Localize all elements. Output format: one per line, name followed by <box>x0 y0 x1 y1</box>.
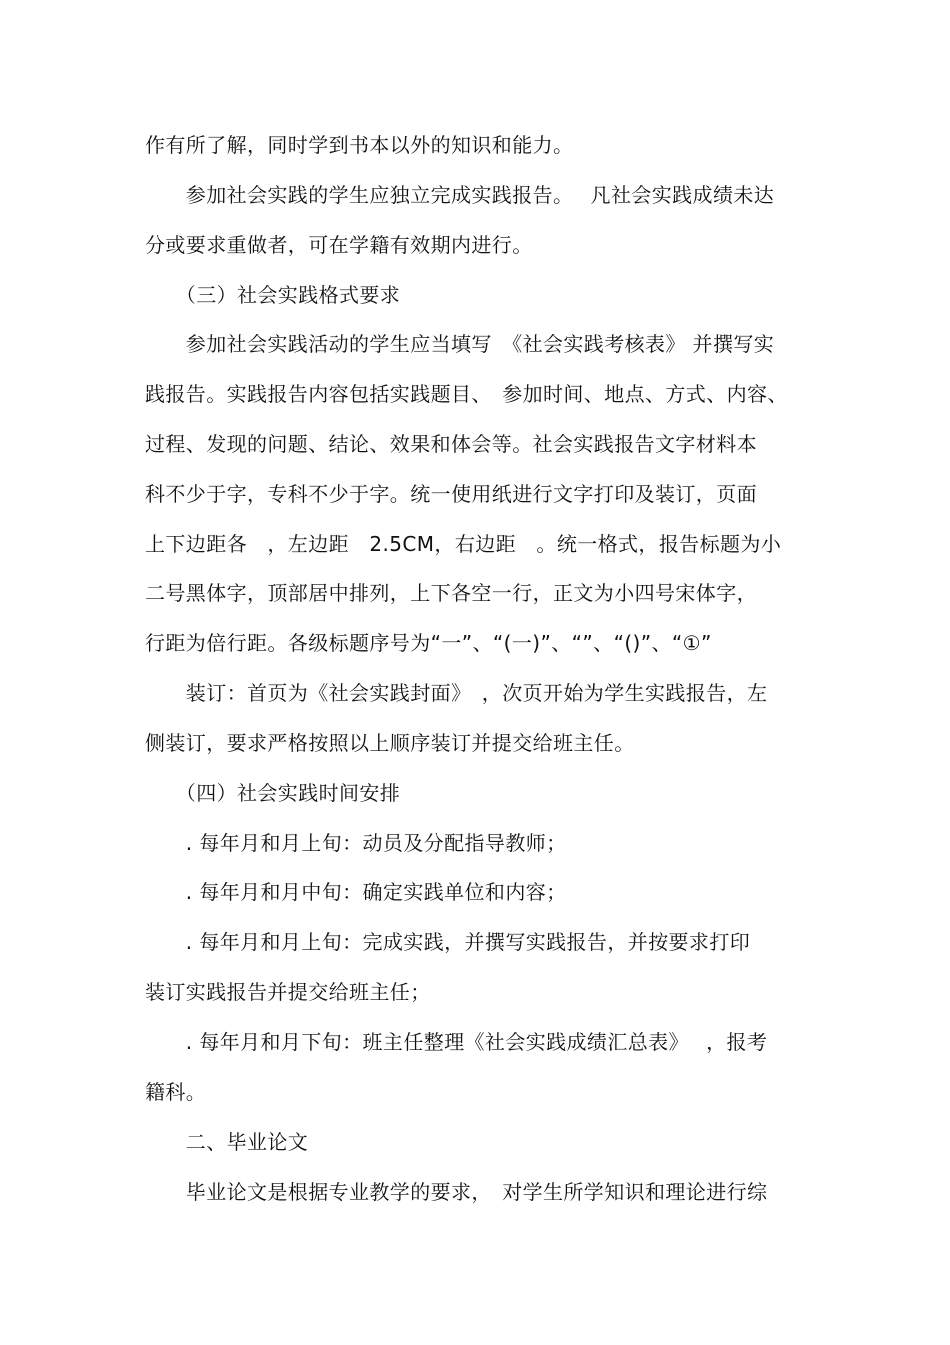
paragraph-line: 参加社会实践的学生应独立完成实践报告。 凡社会实践成绩未达 <box>145 183 775 207</box>
section-heading: （四）社会实践时间安排 <box>145 781 401 805</box>
section-heading: （三）社会实践格式要求 <box>145 283 401 307</box>
list-item-continuation: 装订实践报告并提交给班主任； <box>145 980 431 1004</box>
list-item: . 每年月和月上旬：动员及分配指导教师； <box>145 831 567 855</box>
paragraph-line: 过程、发现的问题、结论、效果和体会等。社会实践报告文字材料本 <box>145 432 757 456</box>
paragraph-line: 分或要求重做者，可在学籍有效期内进行。 <box>145 233 533 257</box>
section-heading: 二、毕业论文 <box>145 1130 309 1154</box>
paragraph-line: 作有所了解，同时学到书本以外的知识和能力。 <box>145 133 574 157</box>
list-item: . 每年月和月下旬：班主任整理《社会实践成绩汇总表》 ，报考 <box>145 1030 768 1054</box>
paragraph-line: 上下边距各 ，左边距 2.5CM，右边距 。统一格式，报告标题为小 <box>145 532 782 556</box>
paragraph-line: 侧装订，要求严格按照以上顺序装订并提交给班主任。 <box>145 731 635 755</box>
list-item: . 每年月和月中旬：确定实践单位和内容； <box>145 880 567 904</box>
paragraph-line: 二号黑体字，顶部居中排列，上下各空一行，正文为小四号宋体字， <box>145 581 757 605</box>
paragraph-line: 装订：首页为《社会实践封面》 ，次页开始为学生实践报告，左 <box>145 681 768 705</box>
list-item: . 每年月和月上旬：完成实践，并撰写实践报告，并按要求打印 <box>145 930 751 954</box>
paragraph-line: 参加社会实践活动的学生应当填写 《社会实践考核表》 并撰写实 <box>145 332 775 356</box>
paragraph-line: 行距为倍行距。各级标题序号为“一”、“(一)”、“”、“()”、“①” <box>145 631 712 655</box>
list-item-continuation: 籍科。 <box>145 1080 207 1104</box>
paragraph-line: 践报告。实践报告内容包括实践题目、 参加时间、地点、方式、内容、 <box>145 382 788 406</box>
paragraph-line: 毕业论文是根据专业教学的要求， 对学生所学知识和理论进行综 <box>145 1180 768 1204</box>
paragraph-line: 科不少于字，专科不少于字。统一使用纸进行文字打印及装订，页面 <box>145 482 757 506</box>
